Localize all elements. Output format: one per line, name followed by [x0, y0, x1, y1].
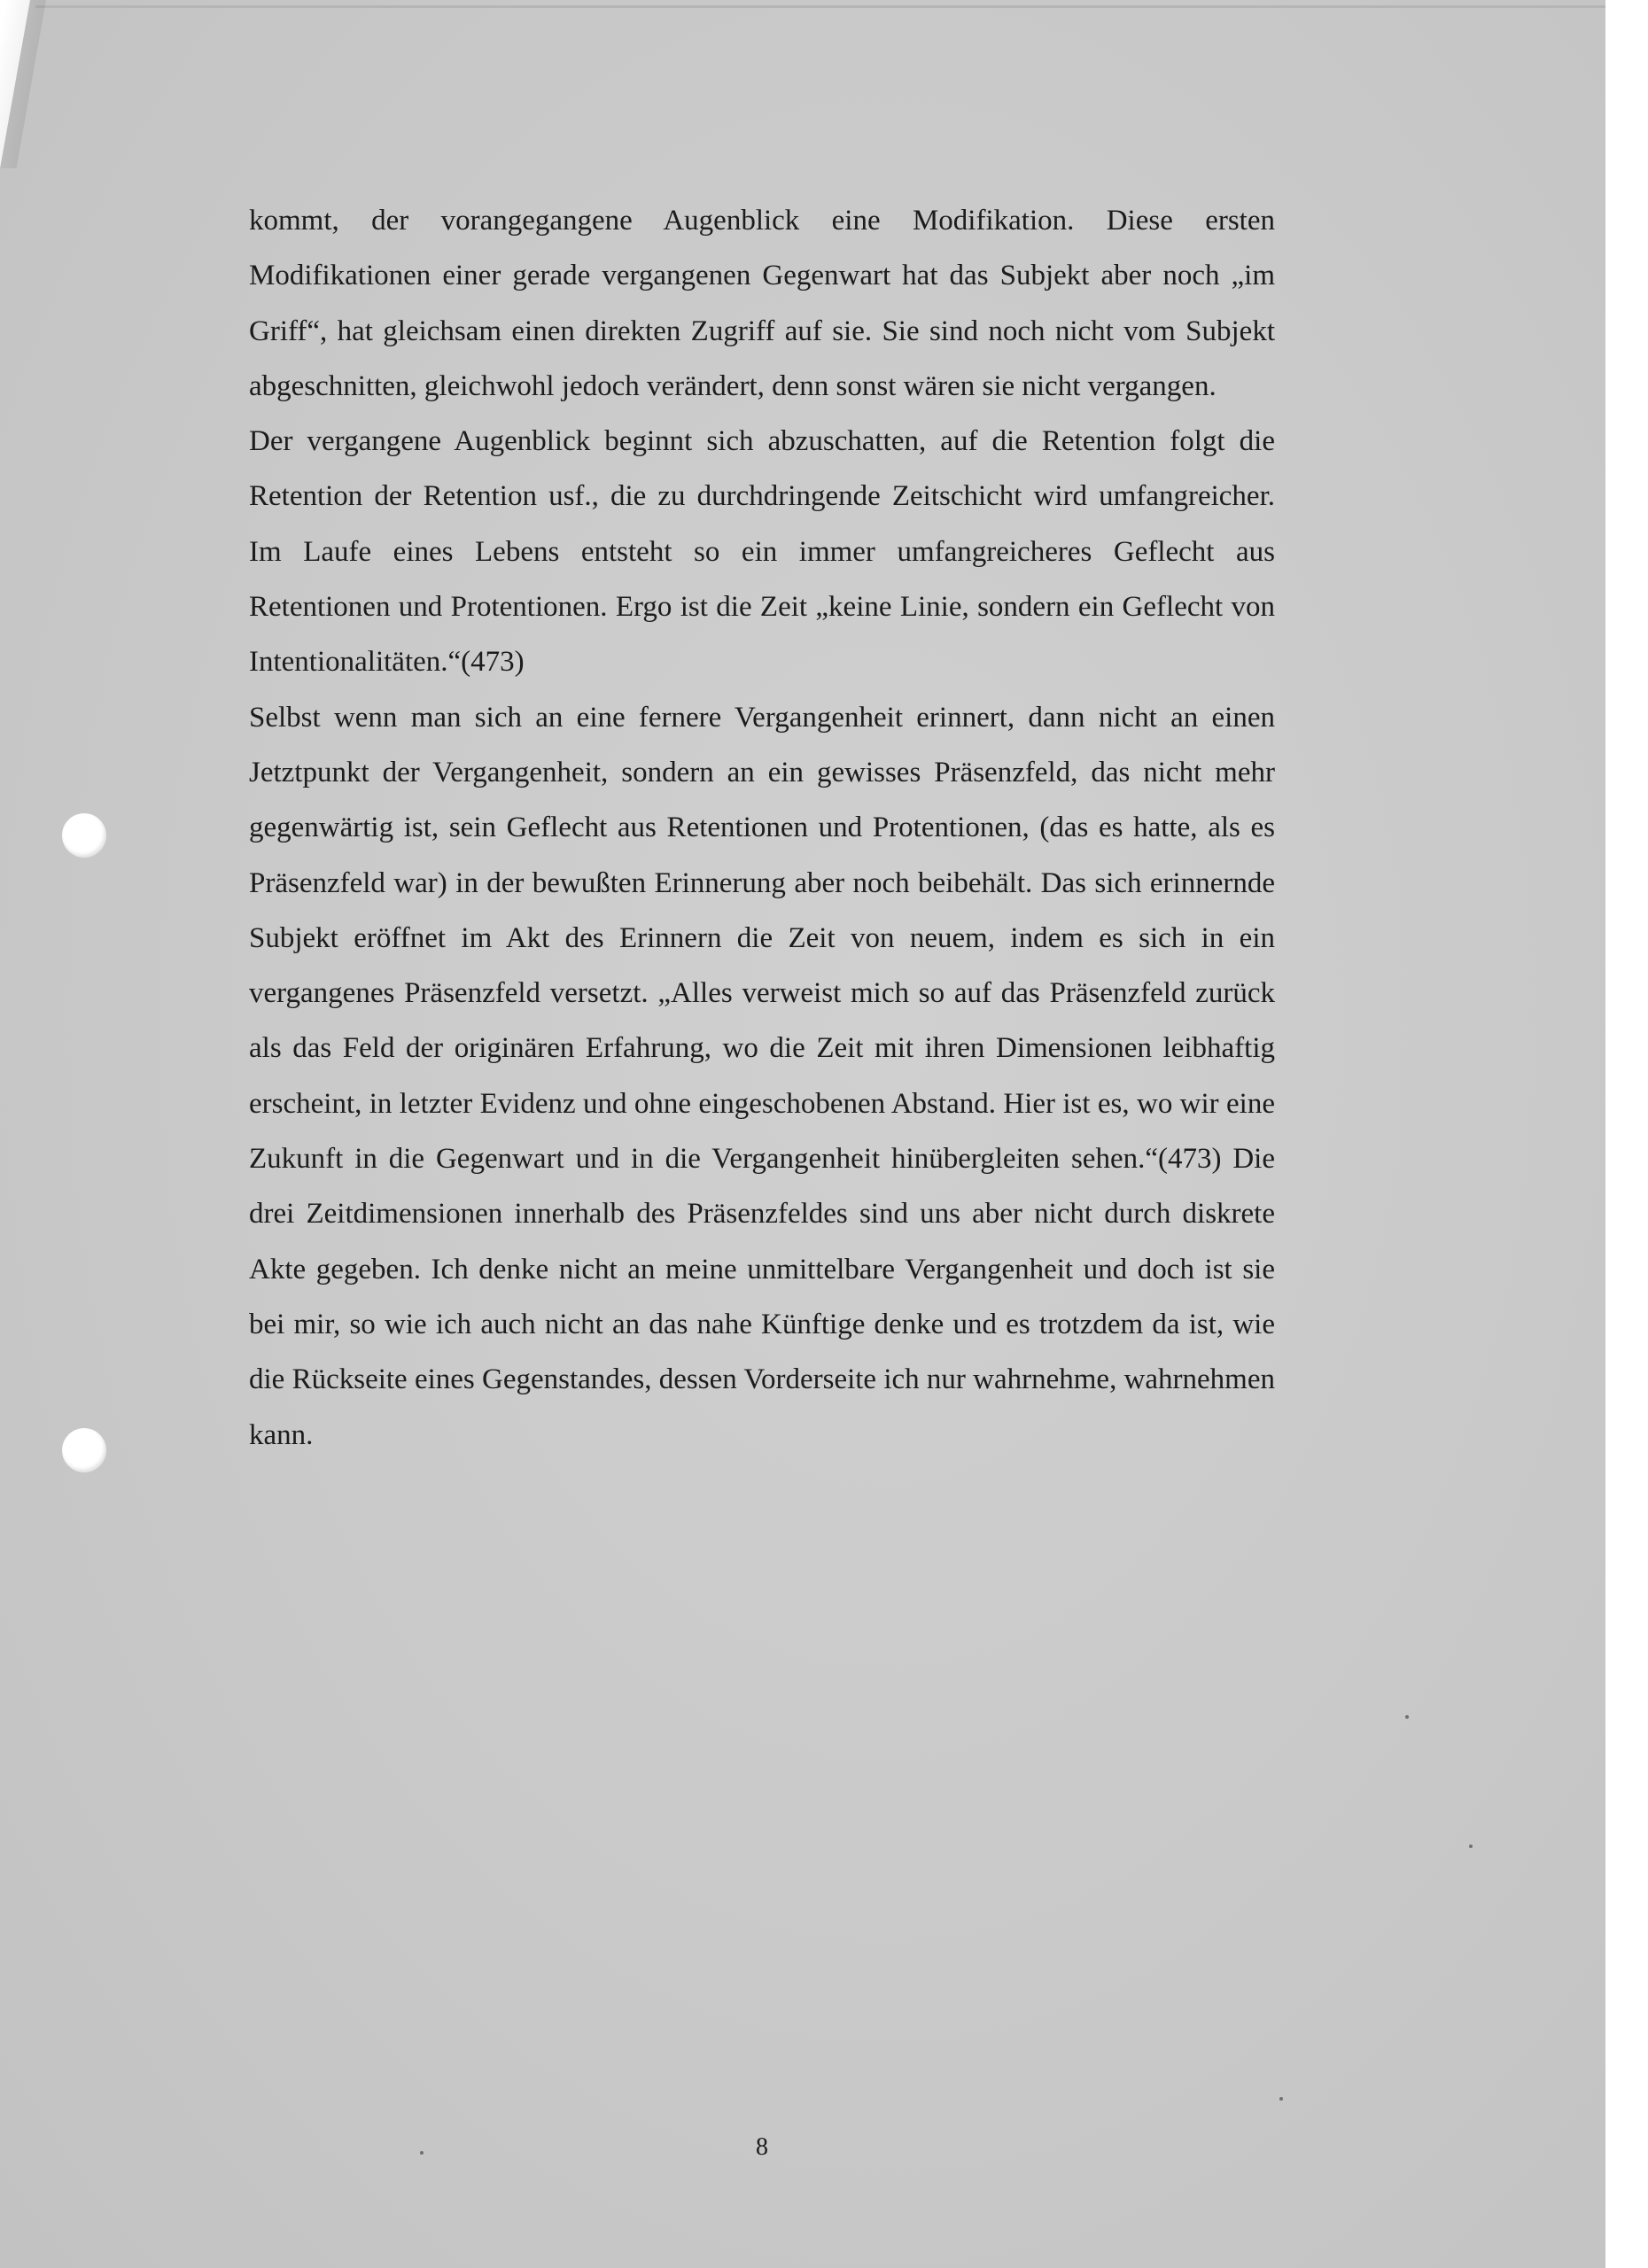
scan-margin	[1605, 0, 1648, 2268]
dust-speck	[1279, 2097, 1283, 2101]
paragraph-3: Selbst wenn man sich an eine fernere Vergangenheit erinnert, dann nicht an einen Jetztpunkt der Vergangenheit, sondern an ein gewisses Präsenzfeld, das nicht mehr gegenwärtig ist, sein Geflecht aus Retentionen und Protentionen, (das es hatte, als es Präsenzfeld war) in der bewußten Erinnerung aber noch beibehält. Das sich erinnernde Subjekt eröffnet im Akt des Erinnern die Zeit von neuem, indem es sich in ein vergangenes Präsenzfeld versetzt. „Alles verweist mich so auf das Präsenzfeld zurück als das Feld der originären Erfahrung, wo die Zeit mit ihren Dimensionen leibhaftig erscheint, in letzter Evidenz und ohne eingeschobenen Abstand. Hier ist es, wo wir eine Zukunft in die Gegenwart und in die Vergangenheit hinübergleiten sehen.“(473) Die drei Zeitdimensionen innerhalb des Präsenzfeldes sind uns aber nicht durch diskrete Akte gegeben. Ich denke nicht an meine unmittelbare Vergangenheit und doch ist sie bei mir, so wie ich auch nicht an das nahe Künftige denke und es trotzdem da ist, wie die Rückseite eines Gegenstandes, dessen Vorderseite ich nur wahrnehme, wahrnehmen kann.	[249, 701, 1275, 1451]
punch-hole-lower	[62, 1428, 106, 1472]
dust-speck	[1469, 1845, 1473, 1848]
paragraph-2: Der vergangene Augenblick beginnt sich abzuschatten, auf die Retention folgt die Retention der Retention usf., die zu durchdringende Zeitschicht wird umfangreicher. Im Laufe eines Lebens entsteht so ein immer umfangreicheres Geflecht aus Retentionen und Protentionen. Ergo ist die Zeit „keine Linie, sondern ein Geflecht von Intentionalitäten.“(473)	[249, 425, 1275, 679]
scan-top-edge	[35, 5, 1605, 8]
dust-speck	[1405, 1715, 1409, 1719]
page-number: 8	[756, 2133, 768, 2161]
body-text	[249, 193, 1275, 1463]
paragraph-1: kommt, der vorangegangene Augenblick eine Modifikation. Diese ersten Modifikationen einer gerade vergangenen Gegenwart hat das Subjekt aber noch „im Griff“, hat gleichsam einen direkten Zugriff auf sie. Sie sind noch nicht vom Subjekt abgeschnitten, gleichwohl jedoch verändert, denn sonst wären sie nicht vergangen.	[249, 205, 1275, 402]
punch-hole-upper	[62, 813, 106, 858]
